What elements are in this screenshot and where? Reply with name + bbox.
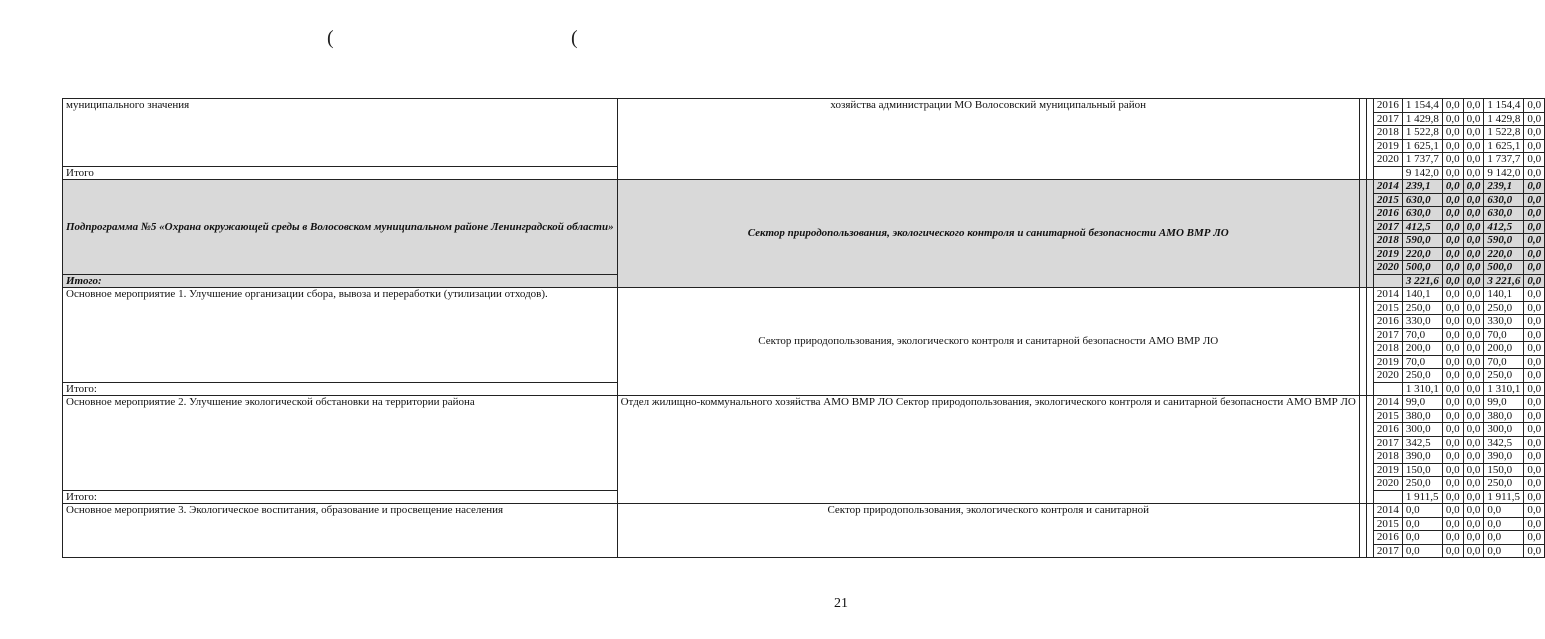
value-cell: 0,0 xyxy=(1524,396,1545,410)
year-cell: 2016 xyxy=(1373,531,1402,545)
value-cell: 0,0 xyxy=(1524,328,1545,342)
value-cell: 99,0 xyxy=(1484,396,1524,410)
year-cell: 2018 xyxy=(1373,234,1402,248)
value-cell: 342,5 xyxy=(1402,436,1442,450)
year-cell: 2016 xyxy=(1373,99,1402,113)
table-row xyxy=(63,504,1545,518)
value-cell: 1 429,8 xyxy=(1402,112,1442,126)
value-cell: 0,0 xyxy=(1463,531,1484,545)
value-cell: 0,0 xyxy=(1442,153,1463,167)
total-label: Итого: xyxy=(63,490,618,504)
value-cell: 0,0 xyxy=(1524,504,1545,518)
value-cell: 0,0 xyxy=(1442,234,1463,248)
total-value-cell: 0,0 xyxy=(1524,274,1545,288)
value-cell: 0,0 xyxy=(1524,369,1545,383)
value-cell: 330,0 xyxy=(1402,315,1442,329)
value-cell: 0,0 xyxy=(1524,409,1545,423)
value-cell: 70,0 xyxy=(1484,355,1524,369)
year-cell: 2020 xyxy=(1373,261,1402,275)
table-row xyxy=(63,99,1545,113)
table-row xyxy=(63,180,1545,194)
value-cell: 0,0 xyxy=(1524,153,1545,167)
value-cell: 630,0 xyxy=(1484,207,1524,221)
executor-cell: Сектор природопользования, экологического контроля и санитарной безопасности АМО ВМР ЛО xyxy=(617,288,1359,396)
value-cell: 239,1 xyxy=(1402,180,1442,194)
value-cell: 0,0 xyxy=(1442,112,1463,126)
empty-cell xyxy=(1373,490,1402,504)
value-cell: 0,0 xyxy=(1524,247,1545,261)
value-cell: 390,0 xyxy=(1402,450,1442,464)
value-cell: 300,0 xyxy=(1484,423,1524,437)
executor-cell: Сектор природопользования, экологического контроля и санитарной безопасности АМО ВМР ЛО xyxy=(617,180,1359,288)
value-cell: 250,0 xyxy=(1402,369,1442,383)
total-value-cell: 1 911,5 xyxy=(1402,490,1442,504)
value-cell: 0,0 xyxy=(1442,207,1463,221)
value-cell: 0,0 xyxy=(1463,544,1484,558)
value-cell: 0,0 xyxy=(1463,301,1484,315)
value-cell: 0,0 xyxy=(1463,463,1484,477)
value-cell: 250,0 xyxy=(1402,477,1442,491)
value-cell: 0,0 xyxy=(1463,436,1484,450)
year-cell: 2019 xyxy=(1373,247,1402,261)
value-cell: 1 154,4 xyxy=(1402,99,1442,113)
empty-cell xyxy=(1359,99,1366,180)
total-value-cell: 0,0 xyxy=(1463,490,1484,504)
value-cell: 0,0 xyxy=(1524,234,1545,248)
value-cell: 1 625,1 xyxy=(1402,139,1442,153)
year-cell: 2016 xyxy=(1373,207,1402,221)
year-cell: 2019 xyxy=(1373,355,1402,369)
value-cell: 0,0 xyxy=(1463,315,1484,329)
value-cell: 0,0 xyxy=(1524,288,1545,302)
year-cell: 2015 xyxy=(1373,409,1402,423)
year-cell: 2020 xyxy=(1373,369,1402,383)
value-cell: 1 522,8 xyxy=(1402,126,1442,140)
total-value-cell: 0,0 xyxy=(1463,382,1484,396)
value-cell: 0,0 xyxy=(1524,193,1545,207)
value-cell: 140,1 xyxy=(1402,288,1442,302)
empty-cell xyxy=(1366,504,1373,558)
value-cell: 0,0 xyxy=(1524,180,1545,194)
value-cell: 0,0 xyxy=(1463,153,1484,167)
value-cell: 500,0 xyxy=(1402,261,1442,275)
empty-cell xyxy=(1373,274,1402,288)
year-cell: 2017 xyxy=(1373,328,1402,342)
value-cell: 1 625,1 xyxy=(1484,139,1524,153)
year-cell: 2018 xyxy=(1373,126,1402,140)
value-cell: 630,0 xyxy=(1402,193,1442,207)
empty-cell xyxy=(1366,180,1373,288)
empty-cell xyxy=(1359,180,1366,288)
value-cell: 0,0 xyxy=(1442,369,1463,383)
value-cell: 0,0 xyxy=(1524,126,1545,140)
year-cell: 2015 xyxy=(1373,301,1402,315)
value-cell: 1 154,4 xyxy=(1484,99,1524,113)
value-cell: 0,0 xyxy=(1402,544,1442,558)
value-cell: 1 522,8 xyxy=(1484,126,1524,140)
value-cell: 200,0 xyxy=(1402,342,1442,356)
program-title-cell: Основное мероприятие 1. Улучшение организации сбора, вывоза и переработки (утилизации отходов). xyxy=(63,288,618,383)
year-cell: 2015 xyxy=(1373,517,1402,531)
value-cell: 0,0 xyxy=(1463,126,1484,140)
value-cell: 0,0 xyxy=(1442,409,1463,423)
value-cell: 0,0 xyxy=(1463,139,1484,153)
total-label: Итого xyxy=(63,166,618,180)
value-cell: 0,0 xyxy=(1463,261,1484,275)
total-value-cell: 0,0 xyxy=(1524,490,1545,504)
scan-mark-right: ( xyxy=(571,27,578,49)
total-value-cell: 0,0 xyxy=(1442,490,1463,504)
value-cell: 0,0 xyxy=(1463,180,1484,194)
value-cell: 0,0 xyxy=(1524,220,1545,234)
value-cell: 250,0 xyxy=(1484,477,1524,491)
total-value-cell: 0,0 xyxy=(1463,166,1484,180)
empty-cell xyxy=(1373,382,1402,396)
budget-table xyxy=(62,98,1545,558)
value-cell: 0,0 xyxy=(1442,517,1463,531)
value-cell: 0,0 xyxy=(1524,342,1545,356)
year-cell: 2018 xyxy=(1373,450,1402,464)
value-cell: 0,0 xyxy=(1442,180,1463,194)
value-cell: 412,5 xyxy=(1402,220,1442,234)
value-cell: 0,0 xyxy=(1524,207,1545,221)
year-cell: 2019 xyxy=(1373,463,1402,477)
executor-cell: Сектор природопользования, экологического контроля и санитарной xyxy=(617,504,1359,558)
value-cell: 0,0 xyxy=(1463,328,1484,342)
value-cell: 0,0 xyxy=(1524,517,1545,531)
value-cell: 0,0 xyxy=(1442,328,1463,342)
year-cell: 2015 xyxy=(1373,193,1402,207)
empty-cell xyxy=(1366,288,1373,396)
program-title-cell: муниципального значения xyxy=(63,99,618,167)
total-value-cell: 3 221,6 xyxy=(1402,274,1442,288)
value-cell: 0,0 xyxy=(1524,112,1545,126)
value-cell: 0,0 xyxy=(1442,99,1463,113)
value-cell: 330,0 xyxy=(1484,315,1524,329)
empty-cell xyxy=(1373,166,1402,180)
value-cell: 0,0 xyxy=(1442,396,1463,410)
value-cell: 0,0 xyxy=(1524,463,1545,477)
year-cell: 2014 xyxy=(1373,504,1402,518)
value-cell: 0,0 xyxy=(1442,315,1463,329)
value-cell: 150,0 xyxy=(1402,463,1442,477)
value-cell: 0,0 xyxy=(1463,99,1484,113)
value-cell: 0,0 xyxy=(1442,504,1463,518)
year-cell: 2017 xyxy=(1373,544,1402,558)
value-cell: 0,0 xyxy=(1442,126,1463,140)
empty-cell xyxy=(1366,396,1373,504)
value-cell: 220,0 xyxy=(1484,247,1524,261)
executor-cell: Отдел жилищно-коммунального хозяйства АМО ВМР ЛО Сектор природопользования, экологического контроля и санитарной безопасности АМО ВМР ЛО xyxy=(617,396,1359,504)
value-cell: 0,0 xyxy=(1442,355,1463,369)
value-cell: 0,0 xyxy=(1442,193,1463,207)
value-cell: 0,0 xyxy=(1484,531,1524,545)
program-title-cell: Подпрограмма №5 «Охрана окружающей среды в Волосовском муниципальном районе Ленинградской области» xyxy=(63,180,618,275)
value-cell: 0,0 xyxy=(1463,477,1484,491)
value-cell: 300,0 xyxy=(1402,423,1442,437)
value-cell: 250,0 xyxy=(1402,301,1442,315)
value-cell: 0,0 xyxy=(1524,450,1545,464)
value-cell: 0,0 xyxy=(1524,261,1545,275)
total-value-cell: 9 142,0 xyxy=(1402,166,1442,180)
year-cell: 2019 xyxy=(1373,139,1402,153)
table-row xyxy=(63,288,1545,302)
value-cell: 390,0 xyxy=(1484,450,1524,464)
value-cell: 0,0 xyxy=(1463,504,1484,518)
page-number: 21 xyxy=(834,596,848,611)
value-cell: 380,0 xyxy=(1484,409,1524,423)
value-cell: 0,0 xyxy=(1442,463,1463,477)
value-cell: 0,0 xyxy=(1524,436,1545,450)
value-cell: 0,0 xyxy=(1463,193,1484,207)
value-cell: 250,0 xyxy=(1484,301,1524,315)
total-value-cell: 0,0 xyxy=(1442,382,1463,396)
value-cell: 0,0 xyxy=(1463,409,1484,423)
value-cell: 0,0 xyxy=(1442,450,1463,464)
year-cell: 2020 xyxy=(1373,477,1402,491)
total-value-cell: 9 142,0 xyxy=(1484,166,1524,180)
value-cell: 0,0 xyxy=(1463,396,1484,410)
executor-cell: хозяйства администрации МО Волосовский муниципальный район xyxy=(617,99,1359,180)
total-value-cell: 0,0 xyxy=(1463,274,1484,288)
total-label: Итого: xyxy=(63,382,618,396)
value-cell: 0,0 xyxy=(1442,220,1463,234)
value-cell: 0,0 xyxy=(1463,342,1484,356)
value-cell: 0,0 xyxy=(1442,342,1463,356)
total-value-cell: 1 911,5 xyxy=(1484,490,1524,504)
value-cell: 0,0 xyxy=(1442,139,1463,153)
program-title-cell: Основное мероприятие 3. Экологическое воспитания, образование и просвещение населения xyxy=(63,504,618,558)
value-cell: 0,0 xyxy=(1484,544,1524,558)
value-cell: 0,0 xyxy=(1402,504,1442,518)
empty-cell xyxy=(1359,288,1366,396)
value-cell: 1 737,7 xyxy=(1402,153,1442,167)
total-value-cell: 3 221,6 xyxy=(1484,274,1524,288)
empty-cell xyxy=(1359,396,1366,504)
value-cell: 0,0 xyxy=(1524,301,1545,315)
value-cell: 0,0 xyxy=(1463,450,1484,464)
total-value-cell: 0,0 xyxy=(1524,382,1545,396)
year-cell: 2018 xyxy=(1373,342,1402,356)
value-cell: 250,0 xyxy=(1484,369,1524,383)
value-cell: 500,0 xyxy=(1484,261,1524,275)
value-cell: 380,0 xyxy=(1402,409,1442,423)
value-cell: 0,0 xyxy=(1442,261,1463,275)
value-cell: 0,0 xyxy=(1524,423,1545,437)
empty-cell xyxy=(1359,504,1366,558)
year-cell: 2014 xyxy=(1373,288,1402,302)
program-title-cell: Основное мероприятие 2. Улучшение экологической обстановки на территории района xyxy=(63,396,618,491)
total-value-cell: 1 310,1 xyxy=(1402,382,1442,396)
year-cell: 2016 xyxy=(1373,423,1402,437)
value-cell: 0,0 xyxy=(1442,247,1463,261)
value-cell: 342,5 xyxy=(1484,436,1524,450)
total-value-cell: 0,0 xyxy=(1442,166,1463,180)
total-label: Итого: xyxy=(63,274,618,288)
value-cell: 1 737,7 xyxy=(1484,153,1524,167)
value-cell: 0,0 xyxy=(1524,99,1545,113)
value-cell: 200,0 xyxy=(1484,342,1524,356)
value-cell: 0,0 xyxy=(1442,477,1463,491)
value-cell: 0,0 xyxy=(1524,139,1545,153)
value-cell: 70,0 xyxy=(1484,328,1524,342)
value-cell: 140,1 xyxy=(1484,288,1524,302)
value-cell: 0,0 xyxy=(1463,112,1484,126)
scan-marks xyxy=(0,28,905,52)
empty-cell xyxy=(1366,99,1373,180)
value-cell: 0,0 xyxy=(1442,436,1463,450)
table-row xyxy=(63,396,1545,410)
value-cell: 590,0 xyxy=(1402,234,1442,248)
value-cell: 0,0 xyxy=(1442,288,1463,302)
value-cell: 0,0 xyxy=(1524,477,1545,491)
value-cell: 239,1 xyxy=(1484,180,1524,194)
value-cell: 0,0 xyxy=(1463,369,1484,383)
value-cell: 0,0 xyxy=(1463,207,1484,221)
value-cell: 0,0 xyxy=(1463,247,1484,261)
value-cell: 630,0 xyxy=(1402,207,1442,221)
value-cell: 70,0 xyxy=(1402,328,1442,342)
value-cell: 0,0 xyxy=(1442,544,1463,558)
value-cell: 0,0 xyxy=(1402,517,1442,531)
value-cell: 0,0 xyxy=(1524,544,1545,558)
value-cell: 0,0 xyxy=(1463,288,1484,302)
value-cell: 590,0 xyxy=(1484,234,1524,248)
year-cell: 2014 xyxy=(1373,396,1402,410)
value-cell: 0,0 xyxy=(1463,220,1484,234)
value-cell: 0,0 xyxy=(1402,531,1442,545)
value-cell: 220,0 xyxy=(1402,247,1442,261)
value-cell: 150,0 xyxy=(1484,463,1524,477)
value-cell: 1 429,8 xyxy=(1484,112,1524,126)
value-cell: 0,0 xyxy=(1463,423,1484,437)
total-value-cell: 0,0 xyxy=(1524,166,1545,180)
value-cell: 0,0 xyxy=(1524,315,1545,329)
value-cell: 630,0 xyxy=(1484,193,1524,207)
value-cell: 0,0 xyxy=(1442,531,1463,545)
year-cell: 2017 xyxy=(1373,436,1402,450)
scan-mark-left: ( xyxy=(327,27,334,49)
value-cell: 0,0 xyxy=(1524,355,1545,369)
value-cell: 99,0 xyxy=(1402,396,1442,410)
year-cell: 2017 xyxy=(1373,112,1402,126)
value-cell: 0,0 xyxy=(1463,355,1484,369)
value-cell: 0,0 xyxy=(1524,531,1545,545)
total-value-cell: 1 310,1 xyxy=(1484,382,1524,396)
year-cell: 2014 xyxy=(1373,180,1402,194)
value-cell: 0,0 xyxy=(1484,517,1524,531)
year-cell: 2016 xyxy=(1373,315,1402,329)
value-cell: 0,0 xyxy=(1463,517,1484,531)
value-cell: 0,0 xyxy=(1463,234,1484,248)
value-cell: 0,0 xyxy=(1484,504,1524,518)
value-cell: 412,5 xyxy=(1484,220,1524,234)
value-cell: 0,0 xyxy=(1442,423,1463,437)
value-cell: 70,0 xyxy=(1402,355,1442,369)
year-cell: 2017 xyxy=(1373,220,1402,234)
total-value-cell: 0,0 xyxy=(1442,274,1463,288)
value-cell: 0,0 xyxy=(1442,301,1463,315)
year-cell: 2020 xyxy=(1373,153,1402,167)
